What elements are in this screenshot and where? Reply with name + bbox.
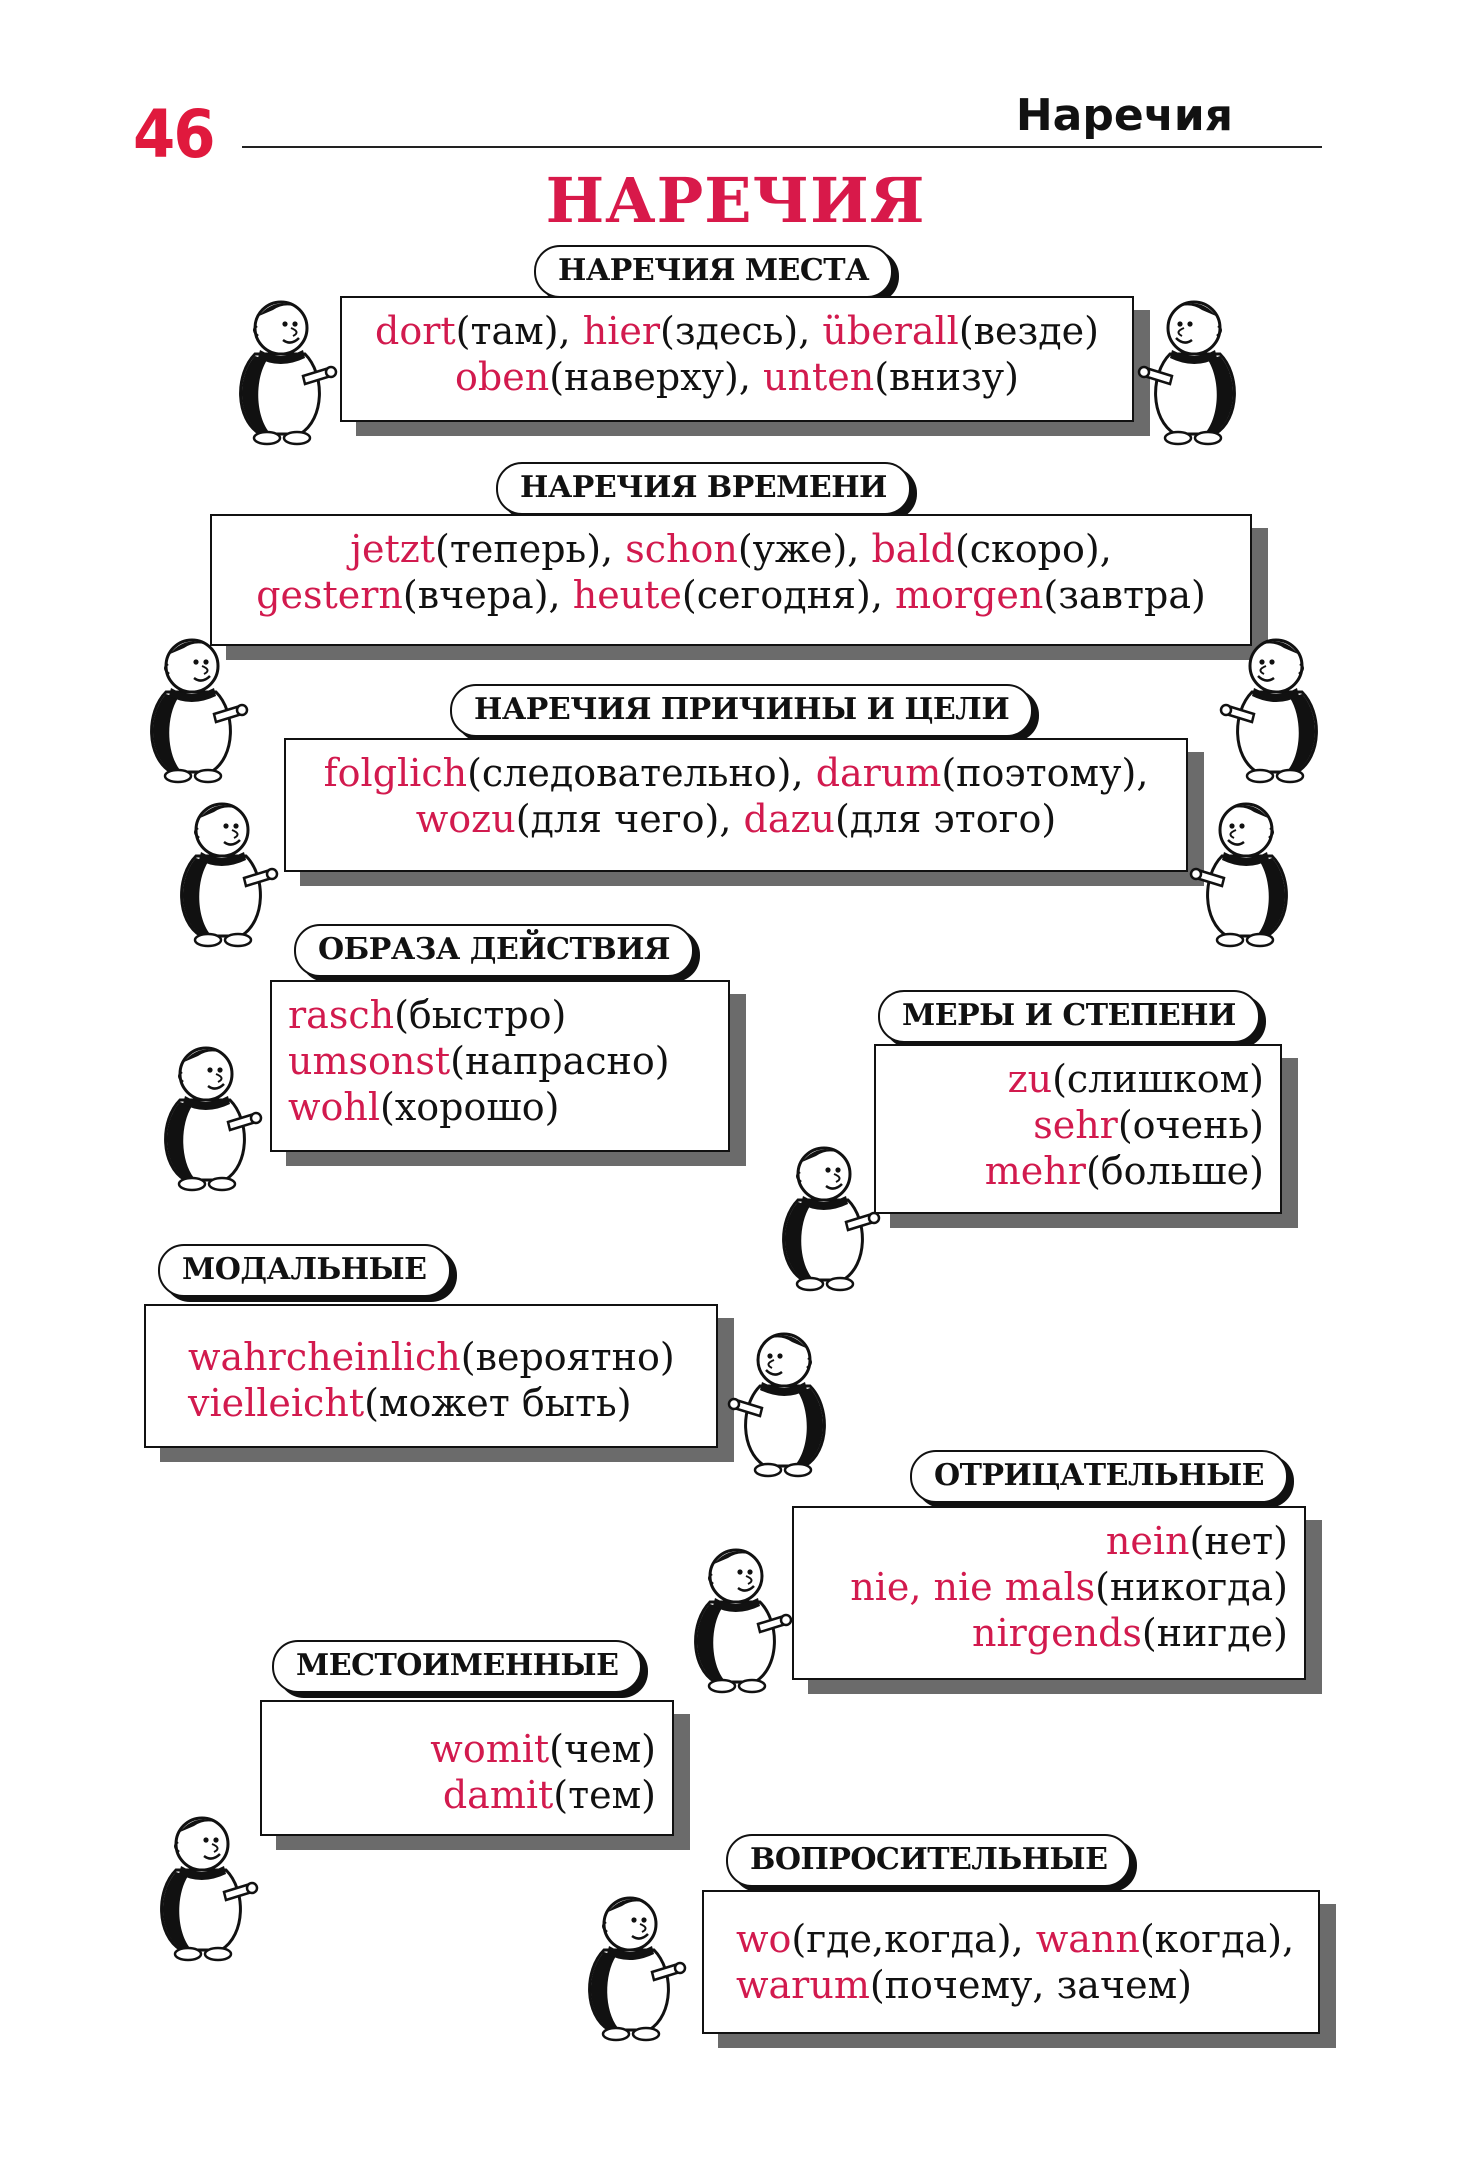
separator: , <box>738 355 763 399</box>
word: wozu <box>415 797 516 841</box>
translation: (быстро) <box>394 993 567 1037</box>
translation: (чем) <box>549 1727 656 1771</box>
separator: , <box>1136 751 1149 795</box>
word: nie, nie mals <box>850 1565 1096 1609</box>
translation: (поэтому) <box>941 751 1137 795</box>
word: nirgends <box>971 1611 1142 1655</box>
word: schon <box>625 527 738 571</box>
word: dort <box>375 309 456 353</box>
box-manner <box>270 980 730 1152</box>
word: warum <box>736 1963 870 2007</box>
cartoon-figure-icon <box>146 1800 256 1960</box>
time-line-1 <box>228 526 1234 572</box>
cartoon-figure-icon <box>1192 786 1302 946</box>
translation: (везде) <box>958 309 1099 353</box>
section-label-reason: НАРЕЧИЯ ПРИЧИНЫ И ЦЕЛИ <box>450 684 1033 737</box>
translation: (сегодня) <box>681 573 871 617</box>
word: zu <box>1007 1057 1053 1101</box>
separator: , <box>601 527 626 571</box>
cartoon-figure-icon <box>680 1532 790 1692</box>
word: sehr <box>1033 1103 1118 1147</box>
cartoon-figure-icon <box>768 1130 878 1290</box>
word: heute <box>572 573 682 617</box>
separator: , <box>548 573 573 617</box>
modal-line-2 <box>188 1380 700 1426</box>
separator: , <box>719 797 744 841</box>
translation: (почему, зачем) <box>869 1963 1192 2007</box>
section-label-modal: МОДАЛЬНЫЕ <box>158 1244 451 1297</box>
box-degree <box>874 1044 1282 1214</box>
word: umsonst <box>288 1039 451 1083</box>
word: gestern <box>256 573 403 617</box>
box-reason <box>284 738 1188 872</box>
word: vielleicht <box>188 1381 365 1425</box>
word: folglich <box>323 751 468 795</box>
section-label-place: НАРЕЧИЯ МЕСТА <box>534 245 893 298</box>
translation: (теперь) <box>435 527 602 571</box>
word: wohl <box>288 1085 381 1129</box>
separator: , <box>847 527 872 571</box>
box-time <box>210 514 1252 646</box>
word: wahrcheinlich <box>188 1335 461 1379</box>
section-label-interrogative: ВОПРОСИТЕЛЬНЫЕ <box>726 1834 1131 1887</box>
degree-line-2 <box>892 1102 1264 1148</box>
header-rule <box>242 146 1322 148</box>
separator: , <box>1099 527 1112 571</box>
running-title: Наречия <box>1015 90 1233 141</box>
manner-line-3 <box>288 1084 712 1130</box>
reason-line-1 <box>302 750 1170 796</box>
translation: (хорошо) <box>380 1085 560 1129</box>
box-modal <box>144 1304 718 1448</box>
separator: , <box>558 309 583 353</box>
degree-line-3 <box>892 1148 1264 1194</box>
cartoon-figure-icon <box>150 1030 260 1190</box>
section-label-manner: ОБРАЗА ДЕЙСТВИЯ <box>294 924 694 977</box>
word: überall <box>822 309 959 353</box>
pronominal-line-1 <box>278 1726 656 1772</box>
word: damit <box>442 1773 554 1817</box>
translation: (наверху) <box>549 355 739 399</box>
modal-line-1 <box>188 1334 700 1380</box>
word: unten <box>763 355 875 399</box>
translation: (больше) <box>1085 1149 1264 1193</box>
cartoon-figure-icon <box>730 1316 840 1476</box>
negative-line-2 <box>810 1564 1288 1610</box>
box-negative <box>792 1506 1306 1680</box>
translation: (для этого) <box>834 797 1057 841</box>
manner-line-2 <box>288 1038 712 1084</box>
translation: (где,когда) <box>791 1917 1012 1961</box>
translation: (здесь) <box>660 309 799 353</box>
negative-line-1 <box>810 1518 1288 1564</box>
box-place <box>340 296 1134 422</box>
translation: (скоро) <box>954 527 1100 571</box>
word: hier <box>582 309 660 353</box>
word: rasch <box>288 993 395 1037</box>
word: wann <box>1035 1917 1140 1961</box>
box-interrogative <box>702 1890 1320 2034</box>
translation: (уже) <box>737 527 848 571</box>
section-label-degree: МЕРЫ И СТЕПЕНИ <box>878 990 1260 1043</box>
translation: (следовательно) <box>467 751 792 795</box>
word: morgen <box>895 573 1044 617</box>
translation: (напрасно) <box>450 1039 670 1083</box>
translation: (нет) <box>1189 1519 1288 1563</box>
section-label-time: НАРЕЧИЯ ВРЕМЕНИ <box>496 462 911 515</box>
translation: (вчера) <box>402 573 549 617</box>
translation: (слишком) <box>1052 1057 1264 1101</box>
translation: (очень) <box>1117 1103 1264 1147</box>
section-label-negative: ОТРИЦАТЕЛЬНЫЕ <box>910 1450 1288 1503</box>
translation: (там) <box>455 309 559 353</box>
word: darum <box>815 751 942 795</box>
translation: (нигде) <box>1141 1611 1288 1655</box>
cartoon-figure-icon <box>225 284 335 444</box>
pronominal-line-2 <box>278 1772 656 1818</box>
negative-line-3 <box>810 1610 1288 1656</box>
cartoon-figure-icon <box>574 1880 684 2040</box>
translation: (внизу) <box>874 355 1019 399</box>
word: dazu <box>743 797 835 841</box>
interrogative-line-1 <box>736 1916 1302 1962</box>
separator: , <box>791 751 816 795</box>
separator: , <box>870 573 895 617</box>
page-title: НАРЕЧИЯ <box>545 164 926 237</box>
interrogative-line-2 <box>736 1962 1302 2008</box>
translation: (никогда) <box>1095 1565 1288 1609</box>
cartoon-figure-icon <box>136 622 246 782</box>
separator: , <box>1011 1917 1036 1961</box>
place-line-1 <box>358 308 1116 354</box>
cartoon-figure-icon <box>166 786 276 946</box>
degree-line-1 <box>892 1056 1264 1102</box>
page-number: 46 <box>133 96 214 173</box>
translation: (может быть) <box>364 1381 632 1425</box>
word: womit <box>430 1727 550 1771</box>
place-line-2 <box>358 354 1116 400</box>
translation: (вероятно) <box>460 1335 675 1379</box>
box-pronominal <box>260 1700 674 1836</box>
translation: (завтра) <box>1043 573 1206 617</box>
word: jetzt <box>350 527 436 571</box>
cartoon-figure-icon <box>1140 284 1250 444</box>
translation: (тем) <box>553 1773 656 1817</box>
word: mehr <box>984 1149 1086 1193</box>
manner-line-1 <box>288 992 712 1038</box>
translation: (для чего) <box>515 797 720 841</box>
reason-line-2 <box>302 796 1170 842</box>
separator: , <box>798 309 823 353</box>
word: oben <box>455 355 550 399</box>
word: wo <box>736 1917 792 1961</box>
word: nein <box>1105 1519 1190 1563</box>
section-label-pronominal: МЕСТОИМЕННЫЕ <box>272 1640 642 1693</box>
time-line-2 <box>228 572 1234 618</box>
separator: , <box>1282 1917 1295 1961</box>
word: bald <box>871 527 955 571</box>
cartoon-figure-icon <box>1222 622 1332 782</box>
translation: (когда) <box>1139 1917 1283 1961</box>
